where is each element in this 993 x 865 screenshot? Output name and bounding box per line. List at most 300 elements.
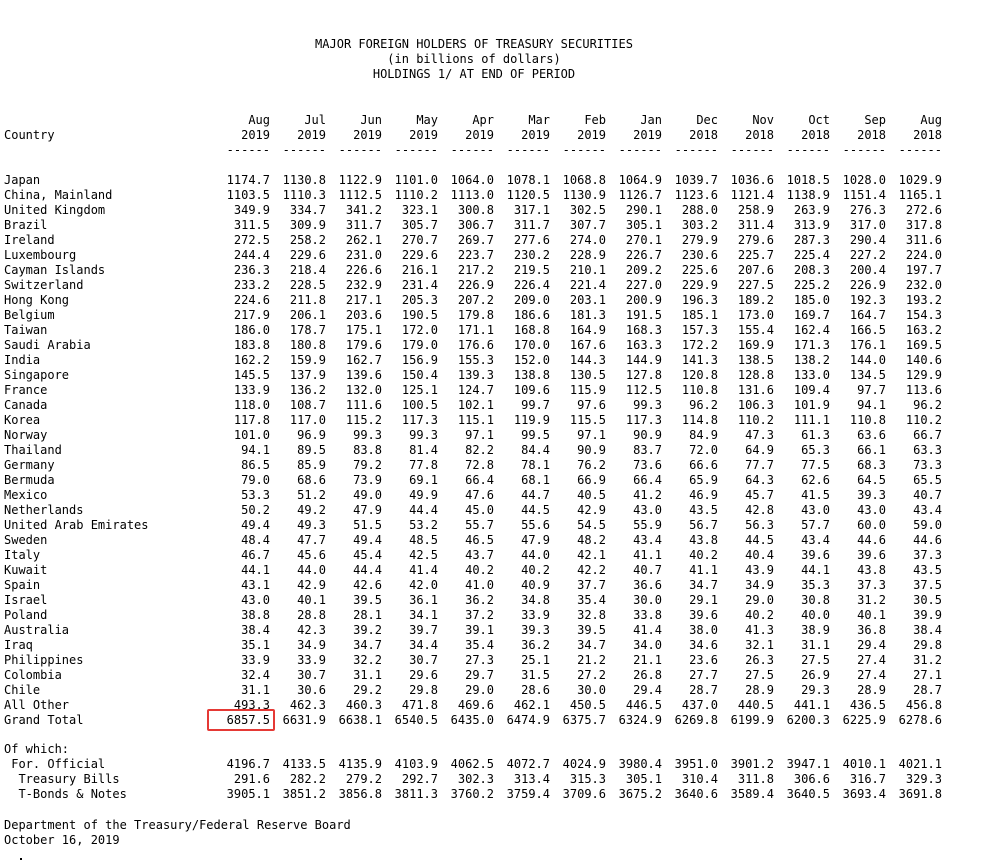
table-cell: 4103.9: [394, 757, 438, 771]
table-cell: 115.9: [569, 383, 606, 397]
table-cell: 323.1: [401, 203, 438, 217]
table-cell: 292.7: [401, 772, 438, 786]
table-cell: 140.6: [905, 353, 942, 367]
table-cell: 6631.9: [282, 713, 326, 727]
table-cell: 3901.2: [730, 757, 774, 771]
table-cell: 27.2: [577, 668, 606, 682]
table-cell: 28.1: [353, 608, 382, 622]
table-cell: 145.5: [233, 368, 270, 382]
column-header-rule: ------: [226, 143, 270, 157]
table-row: [4, 563, 989, 578]
table-cell: 99.7: [521, 398, 550, 412]
table-cell: 169.5: [905, 338, 942, 352]
table-cell: 317.1: [513, 203, 550, 217]
table-cell: 48.2: [577, 533, 606, 547]
table-cell: 209.2: [625, 263, 662, 277]
column-header-month: Oct: [808, 113, 830, 127]
table-cell: 60.0: [857, 518, 886, 532]
table-cell: 39.6: [857, 548, 886, 562]
table-cell: 460.3: [345, 698, 382, 712]
column-header: [266, 113, 326, 158]
table-cell: 437.0: [681, 698, 718, 712]
table-cell: 230.2: [513, 248, 550, 262]
table-cell: 6278.6: [898, 713, 942, 727]
table-cell: 1018.5: [786, 173, 830, 187]
table-cell: 189.2: [737, 293, 774, 307]
table-cell: 203.1: [569, 293, 606, 307]
table-cell: 27.5: [745, 668, 774, 682]
country-label: Japan: [4, 173, 41, 187]
table-cell: 26.9: [801, 668, 830, 682]
table-cell: 39.6: [801, 548, 830, 562]
table-cell: 274.0: [569, 233, 606, 247]
table-cell: 1120.5: [506, 188, 550, 202]
column-header-month: Apr: [472, 113, 494, 127]
table-cell: 110.8: [681, 383, 718, 397]
of-which-row-label: Treasury Bills: [4, 772, 120, 786]
table-cell: 97.7: [857, 383, 886, 397]
country-label: Luxembourg: [4, 248, 77, 262]
table-cell: 217.9: [233, 308, 270, 322]
table-cell: 42.9: [577, 503, 606, 517]
table-cell: 109.6: [513, 383, 550, 397]
table-cell: 42.6: [353, 578, 382, 592]
table-cell: 55.7: [465, 518, 494, 532]
table-cell: 29.1: [689, 593, 718, 607]
table-cell: 3851.2: [282, 787, 326, 801]
table-cell: 1174.7: [226, 173, 270, 187]
table-cell: 115.5: [569, 413, 606, 427]
table-cell: 110.2: [737, 413, 774, 427]
table-cell: 349.9: [233, 203, 270, 217]
column-header-year: 2018: [745, 128, 774, 142]
table-cell: 191.5: [625, 308, 662, 322]
table-cell: 43.8: [857, 563, 886, 577]
country-label: Korea: [4, 413, 41, 427]
table-cell: 43.4: [913, 503, 942, 517]
table-cell: 226.9: [849, 278, 886, 292]
table-cell: 6375.7: [562, 713, 606, 727]
table-cell: 138.8: [513, 368, 550, 382]
table-cell: 163.2: [905, 323, 942, 337]
table-cell: 41.5: [801, 488, 830, 502]
of-which-row: [4, 757, 989, 772]
table-cell: 101.9: [793, 398, 830, 412]
table-cell: 69.1: [409, 473, 438, 487]
table-cell: 139.3: [457, 368, 494, 382]
table-cell: 31.1: [801, 638, 830, 652]
column-header-rule: ------: [786, 143, 830, 157]
table-cell: 40.7: [913, 488, 942, 502]
table-cell: 41.2: [633, 488, 662, 502]
table-cell: 117.3: [625, 413, 662, 427]
table-cell: 302.5: [569, 203, 606, 217]
table-cell: 43.4: [633, 533, 662, 547]
table-cell: 216.1: [401, 263, 438, 277]
table-cell: 3691.8: [898, 787, 942, 801]
table-cell: 66.4: [633, 473, 662, 487]
table-row: [4, 473, 989, 488]
table-cell: 66.7: [913, 428, 942, 442]
table-cell: 35.1: [241, 638, 270, 652]
table-cell: 1068.8: [562, 173, 606, 187]
table-cell: 40.2: [465, 563, 494, 577]
table-cell: 99.5: [521, 428, 550, 442]
table-cell: 138.2: [793, 353, 830, 367]
table-row: [4, 578, 989, 593]
table-row: [4, 218, 989, 233]
table-cell: 29.8: [409, 683, 438, 697]
table-cell: 41.0: [465, 578, 494, 592]
table-cell: 73.9: [353, 473, 382, 487]
table-cell: 56.3: [745, 518, 774, 532]
table-cell: 450.5: [569, 698, 606, 712]
table-cell: 3589.4: [730, 787, 774, 801]
table-cell: 83.8: [353, 443, 382, 457]
table-cell: 44.1: [241, 563, 270, 577]
table-row: [4, 593, 989, 608]
table-cell: 1101.0: [394, 173, 438, 187]
table-cell: 76.2: [577, 458, 606, 472]
table-cell: 79.2: [353, 458, 382, 472]
table-cell: 317.8: [905, 218, 942, 232]
table-cell: 279.2: [345, 772, 382, 786]
table-cell: 72.0: [689, 443, 718, 457]
table-cell: 131.6: [737, 383, 774, 397]
table-cell: 4072.7: [506, 757, 550, 771]
table-cell: 305.1: [625, 772, 662, 786]
table-cell: 1110.3: [282, 188, 326, 202]
country-label: Spain: [4, 578, 41, 592]
table-cell: 227.2: [849, 248, 886, 262]
country-label: France: [4, 383, 48, 397]
column-header-month: Dec: [696, 113, 718, 127]
table-cell: 27.1: [913, 668, 942, 682]
table-cell: 1130.9: [562, 188, 606, 202]
table-cell: 3759.4: [506, 787, 550, 801]
table-cell: 133.0: [793, 368, 830, 382]
table-cell: 94.1: [241, 443, 270, 457]
table-cell: 66.9: [577, 473, 606, 487]
table-cell: 36.2: [465, 593, 494, 607]
column-header: [714, 113, 774, 158]
table-cell: 277.6: [513, 233, 550, 247]
column-header-rule: ------: [562, 143, 606, 157]
country-label: All Other: [4, 698, 70, 712]
country-label: Poland: [4, 608, 48, 622]
grand-total-highlight: [207, 709, 275, 731]
table-cell: 180.8: [289, 338, 326, 352]
table-cell: 97.1: [577, 428, 606, 442]
table-cell: 34.7: [577, 638, 606, 652]
table-cell: 4024.9: [562, 757, 606, 771]
table-cell: 46.5: [465, 533, 494, 547]
table-cell: 1138.9: [786, 188, 830, 202]
table-cell: 57.7: [801, 518, 830, 532]
table-cell: 45.6: [297, 548, 326, 562]
table-cell: 40.9: [521, 578, 550, 592]
table-cell: 287.3: [793, 233, 830, 247]
country-label: Germany: [4, 458, 55, 472]
table-cell: 154.3: [905, 308, 942, 322]
table-cell: 44.5: [521, 503, 550, 517]
table-row: [4, 548, 989, 563]
table-cell: 30.0: [577, 683, 606, 697]
table-cell: 108.7: [289, 398, 326, 412]
table-cell: 206.1: [289, 308, 326, 322]
table-cell: 35.4: [465, 638, 494, 652]
table-cell: 40.0: [801, 608, 830, 622]
table-row: [4, 623, 989, 638]
column-header-rule: ------: [338, 143, 382, 157]
table-cell: 49.4: [353, 533, 382, 547]
table-cell: 313.9: [793, 218, 830, 232]
table-cell: 46.7: [241, 548, 270, 562]
table-cell: 155.4: [737, 323, 774, 337]
table-cell: 232.0: [905, 278, 942, 292]
table-cell: 44.1: [801, 563, 830, 577]
table-cell: 44.6: [857, 533, 886, 547]
table-cell: 85.9: [297, 458, 326, 472]
country-label: Italy: [4, 548, 41, 562]
table-cell: 1029.9: [898, 173, 942, 187]
table-cell: 172.0: [401, 323, 438, 337]
column-header: [546, 113, 606, 158]
country-label: Sweden: [4, 533, 48, 547]
table-row: [4, 668, 989, 683]
table-cell: 219.5: [513, 263, 550, 277]
table-cell: 3675.2: [618, 787, 662, 801]
country-label: Saudi Arabia: [4, 338, 91, 352]
table-cell: 37.3: [857, 578, 886, 592]
table-cell: 305.1: [625, 218, 662, 232]
column-header-year: 2018: [857, 128, 886, 142]
table-cell: 229.6: [289, 248, 326, 262]
table-cell: 162.2: [233, 353, 270, 367]
table-row: [4, 323, 989, 338]
table-cell: 94.1: [857, 398, 886, 412]
table-cell: 55.9: [633, 518, 662, 532]
table-cell: 68.6: [297, 473, 326, 487]
of-which-label: Of which:: [4, 742, 70, 756]
table-row: [4, 233, 989, 248]
table-cell: 229.9: [681, 278, 718, 292]
table-cell: 53.2: [409, 518, 438, 532]
table-cell: 37.5: [913, 578, 942, 592]
table-cell: 1122.9: [338, 173, 382, 187]
table-cell: 225.2: [793, 278, 830, 292]
table-cell: 1113.0: [450, 188, 494, 202]
table-cell: 90.9: [633, 428, 662, 442]
table-cell: 44.4: [409, 503, 438, 517]
table-cell: 4062.5: [450, 757, 494, 771]
table-cell: 200.4: [849, 263, 886, 277]
country-label: United Kingdom: [4, 203, 106, 217]
table-cell: 43.0: [633, 503, 662, 517]
table-cell: 33.9: [297, 653, 326, 667]
table-cell: 493.3: [233, 698, 270, 712]
table-cell: 21.2: [577, 653, 606, 667]
table-cell: 33.9: [241, 653, 270, 667]
table-cell: 118.0: [233, 398, 270, 412]
table-cell: 63.6: [857, 428, 886, 442]
table-cell: 3980.4: [618, 757, 662, 771]
table-row: [4, 308, 989, 323]
table-cell: 144.3: [569, 353, 606, 367]
country-label: Norway: [4, 428, 48, 442]
table-cell: 64.9: [745, 443, 774, 457]
table-cell: 40.5: [577, 488, 606, 502]
column-header-rule: ------: [618, 143, 662, 157]
table-cell: 276.3: [849, 203, 886, 217]
table-cell: 155.3: [457, 353, 494, 367]
table-cell: 1078.1: [506, 173, 550, 187]
table-cell: 311.4: [737, 218, 774, 232]
column-header: [658, 113, 718, 158]
table-cell: 27.7: [689, 668, 718, 682]
column-header-month: Aug: [920, 113, 942, 127]
country-label: Cayman Islands: [4, 263, 106, 277]
table-cell: 162.4: [793, 323, 830, 337]
column-header-month: Sep: [864, 113, 886, 127]
table-row: [4, 713, 989, 728]
table-cell: 30.6: [297, 683, 326, 697]
column-header-rule: ------: [842, 143, 886, 157]
table-cell: 303.2: [681, 218, 718, 232]
table-cell: 6540.5: [394, 713, 438, 727]
treasury-holdings-document: [4, 0, 989, 865]
column-header-month: Feb: [584, 113, 606, 127]
table-cell: 150.4: [401, 368, 438, 382]
table-cell: 6269.8: [674, 713, 718, 727]
table-cell: 45.7: [745, 488, 774, 502]
footer-date: October 16, 2019: [4, 833, 120, 847]
table-row: [4, 413, 989, 428]
country-label: Chile: [4, 683, 41, 697]
table-cell: 134.5: [849, 368, 886, 382]
column-header-year: 2019: [465, 128, 494, 142]
table-cell: 186.0: [233, 323, 270, 337]
column-header: [210, 113, 270, 158]
table-cell: 77.8: [409, 458, 438, 472]
table-cell: 77.7: [745, 458, 774, 472]
table-cell: 232.9: [345, 278, 382, 292]
table-cell: 179.8: [457, 308, 494, 322]
table-cell: 225.4: [793, 248, 830, 262]
table-cell: 226.4: [513, 278, 550, 292]
table-cell: 279.6: [737, 233, 774, 247]
country-label: Iraq: [4, 638, 33, 652]
table-cell: 218.4: [289, 263, 326, 277]
country-label: Bermuda: [4, 473, 55, 487]
table-cell: 40.2: [745, 608, 774, 622]
table-cell: 36.8: [857, 623, 886, 637]
country-column-header: Country: [4, 128, 55, 142]
table-cell: 39.3: [857, 488, 886, 502]
table-cell: 316.7: [849, 772, 886, 786]
table-cell: 81.4: [409, 443, 438, 457]
column-header-year: 2018: [913, 128, 942, 142]
table-cell: 35.3: [801, 578, 830, 592]
table-row: [4, 188, 989, 203]
table-cell: 130.5: [569, 368, 606, 382]
table-cell: 47.7: [297, 533, 326, 547]
table-cell: 173.0: [737, 308, 774, 322]
table-cell: 61.3: [801, 428, 830, 442]
table-cell: 78.1: [521, 458, 550, 472]
column-header: [378, 113, 438, 158]
table-cell: 73.3: [913, 458, 942, 472]
table-cell: 30.5: [913, 593, 942, 607]
table-cell: 42.1: [577, 548, 606, 562]
column-header-rule: ------: [282, 143, 326, 157]
table-cell: 157.3: [681, 323, 718, 337]
table-cell: 40.2: [521, 563, 550, 577]
table-cell: 471.8: [401, 698, 438, 712]
column-header-rule: ------: [730, 143, 774, 157]
table-row: [4, 203, 989, 218]
title-line-3: HOLDINGS 1/ AT END OF PERIOD: [372, 67, 576, 81]
table-row: [4, 248, 989, 263]
of-which-row: [4, 772, 989, 787]
table-cell: 290.4: [849, 233, 886, 247]
table-cell: 132.0: [345, 383, 382, 397]
table-cell: 1064.9: [618, 173, 662, 187]
table-cell: 28.9: [745, 683, 774, 697]
table-cell: 176.6: [457, 338, 494, 352]
column-header-year: 2019: [577, 128, 606, 142]
table-cell: 72.8: [465, 458, 494, 472]
table-cell: 47.9: [521, 533, 550, 547]
table-row: [4, 263, 989, 278]
table-cell: 6857.5: [226, 713, 270, 727]
table-cell: 207.2: [457, 293, 494, 307]
table-cell: 170.0: [513, 338, 550, 352]
table-cell: 1028.0: [842, 173, 886, 187]
table-row: [4, 533, 989, 548]
table-row: [4, 698, 989, 713]
table-cell: 306.7: [457, 218, 494, 232]
table-cell: 54.5: [577, 518, 606, 532]
table-cell: 208.3: [793, 263, 830, 277]
column-header-rule: ------: [506, 143, 550, 157]
table-cell: 167.6: [569, 338, 606, 352]
table-row: [4, 638, 989, 653]
column-header-month: Nov: [752, 113, 774, 127]
table-cell: 27.4: [857, 653, 886, 667]
table-cell: 63.3: [913, 443, 942, 457]
table-cell: 311.7: [513, 218, 550, 232]
table-cell: 96.9: [297, 428, 326, 442]
country-label: Israel: [4, 593, 48, 607]
table-cell: 224.0: [905, 248, 942, 262]
table-cell: 44.0: [297, 563, 326, 577]
table-cell: 469.6: [457, 698, 494, 712]
table-cell: 228.9: [569, 248, 606, 262]
table-cell: 64.5: [857, 473, 886, 487]
table-cell: 3640.6: [674, 787, 718, 801]
table-cell: 39.1: [465, 623, 494, 637]
table-cell: 90.9: [577, 443, 606, 457]
table-cell: 300.8: [457, 203, 494, 217]
table-cell: 37.2: [465, 608, 494, 622]
column-header-year: 2019: [297, 128, 326, 142]
table-cell: 270.1: [625, 233, 662, 247]
table-cell: 41.1: [689, 563, 718, 577]
table-cell: 225.7: [737, 248, 774, 262]
table-cell: 38.4: [241, 623, 270, 637]
of-which-row: [4, 787, 989, 802]
